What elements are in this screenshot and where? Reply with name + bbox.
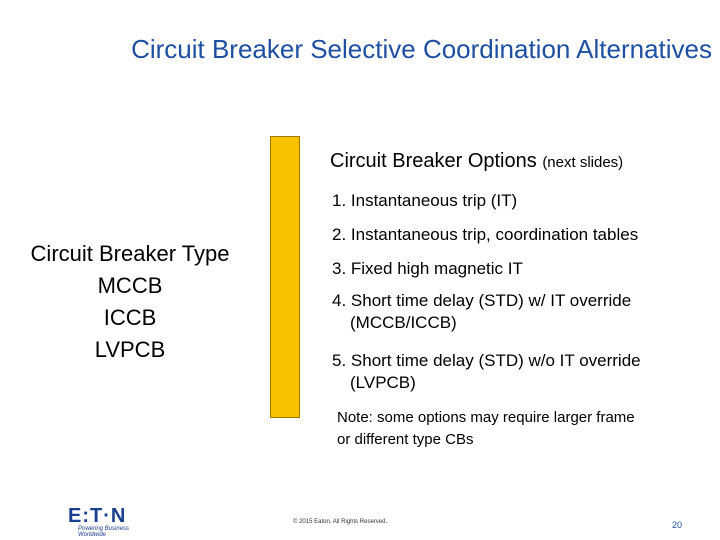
breaker-type-mccb: MCCB bbox=[97, 273, 163, 298]
breaker-type-iccb: ICCB bbox=[103, 305, 157, 330]
options-heading-suffix: (next slides) bbox=[542, 154, 624, 171]
option-item-1 bbox=[332, 190, 712, 212]
note-line-2: or different type CBs bbox=[337, 431, 474, 448]
option-item-5-text: 5. Short time delay (STD) w/o IT override bbox=[332, 351, 641, 370]
option-item-4-continuation: (MCCB/ICCB) bbox=[350, 313, 457, 332]
note-text bbox=[337, 407, 707, 451]
option-item-5-continuation: (LVPCB) bbox=[350, 373, 416, 392]
option-item-4-text: 4. Short time delay (STD) w/ IT override bbox=[332, 291, 632, 310]
option-item-3 bbox=[332, 258, 712, 280]
eaton-logo-tagline: Powering Business Worldwide bbox=[78, 526, 130, 538]
breaker-type-block bbox=[15, 238, 245, 366]
copyright-notice: © 2015 Eaton. All Rights Reserved. bbox=[293, 519, 388, 525]
eaton-logo bbox=[68, 506, 158, 536]
options-heading-text: Circuit Breaker Options bbox=[330, 150, 537, 172]
note-line-1: Note: some options may require larger frame bbox=[337, 409, 635, 426]
eaton-logo-wordmark: E:T·N bbox=[68, 505, 127, 527]
slide-title: Circuit Breaker Selective Coordination Alternatives bbox=[131, 34, 712, 64]
option-item-2-text: 2. Instantaneous trip, coordination tables bbox=[332, 225, 639, 244]
breaker-type-lvpcb: LVPCB bbox=[94, 337, 166, 362]
breaker-type-heading: Circuit Breaker Type bbox=[30, 241, 230, 266]
option-item-3-text: 3. Fixed high magnetic IT bbox=[332, 259, 523, 278]
option-item-5 bbox=[332, 350, 712, 394]
option-item-4 bbox=[332, 290, 712, 334]
option-item-2 bbox=[332, 224, 712, 246]
divider-bar bbox=[270, 136, 300, 418]
page-number: 20 bbox=[672, 520, 683, 530]
options-heading bbox=[330, 150, 623, 173]
option-item-1-text: 1. Instantaneous trip (IT) bbox=[332, 191, 518, 210]
